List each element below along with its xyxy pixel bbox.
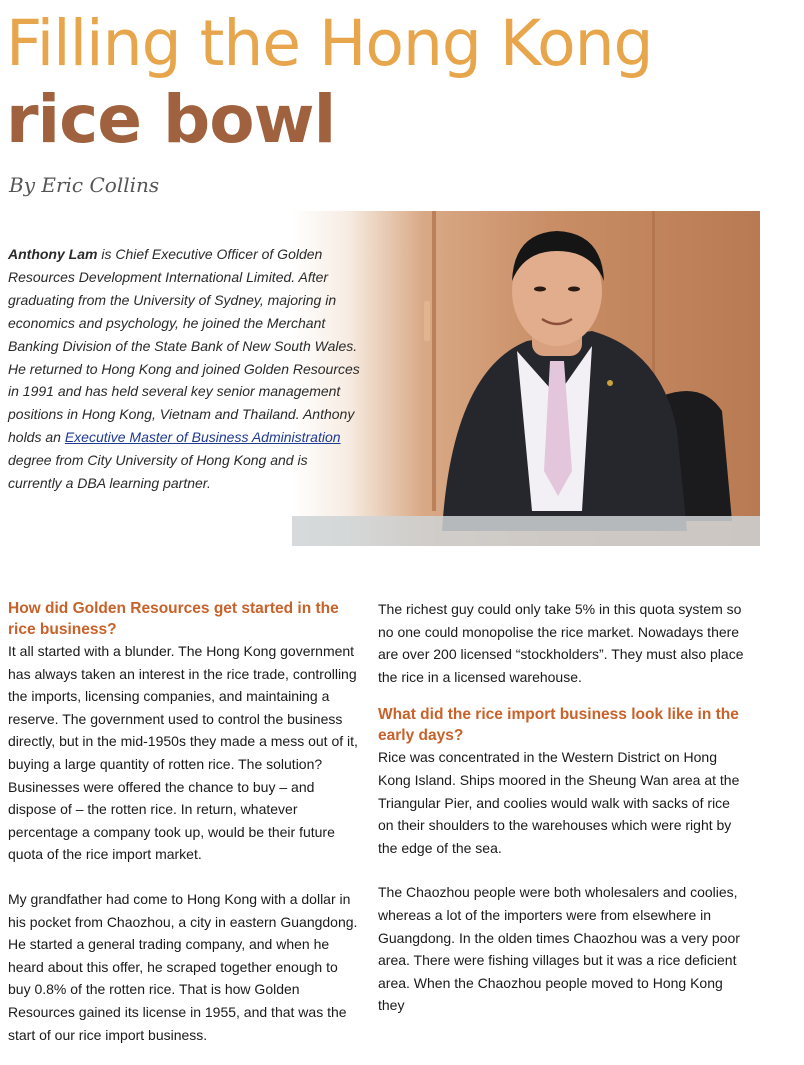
author-bio — [8, 243, 363, 495]
right-column — [378, 598, 748, 1017]
bio-text-end: degree from City University of Hong Kong and is currently a DBA learning partner. — [8, 452, 308, 492]
answer-paragraph: My grandfather had come to Hong Kong with a dollar in his pocket from Chaozhou, a city in eastern Guangdong. He started a general trading company, and when he heard about this offer, he scraped together enough to buy 0.8% of the rotten rice. That is how Golden Resources gained its license in 1955, and that was the start of our rice import business. — [8, 890, 358, 1043]
answer-paragraph: The richest guy could only take 5% in this quota system so no one could monopolise the rice market. Nowadays there are over 200 licensed “stockholders”. They must also place the rice in a licensed warehouse. — [378, 601, 744, 685]
question-heading: What did the rice import business look like in the early days? — [378, 706, 739, 745]
answer-paragraph: Rice was concentrated in the Western District on Hong Kong Island. Ships moored in the Sheung Wan area at the Triangular Pier, and coolies would walk with sacks of rice on their shoulders to the warehouses which were right by the edge of the sea. — [378, 749, 740, 856]
answer-paragraph: The Chaozhou people were both wholesalers and coolies, whereas a lot of the importers were from elsewhere in Guangdong. In the olden times Chaozhou was a very poor area. There were fishing villages but it was a rice deficient area. When the Chaozhou people moved to Hong Kong they — [378, 884, 740, 1014]
byline: By Eric Collins — [9, 173, 160, 197]
bio-text: is Chief Executive Officer of Golden Resources Development International Limited. After graduating from the University of Sydney, majoring in economics and psychology, he joined the Merchant Banking Division of the State Bank of New South Wales. He returned to Hong Kong and joined Golden Resources in 1991 and has held several key senior management positions in Hong Kong, Vietnam and Thailand. Anthony holds an — [8, 246, 360, 446]
emba-link[interactable]: Executive Master of Business Administration — [64, 429, 341, 446]
bio-name: Anthony Lam — [8, 246, 98, 262]
left-column — [8, 598, 363, 1046]
article-title-line1: Filling the Hong Kong — [6, 7, 653, 80]
question-heading: How did Golden Resources get started in the rice business? — [8, 600, 339, 638]
article-title-line2: rice bowl — [6, 81, 336, 158]
answer-paragraph: It all started with a blunder. The Hong Kong government has always taken an interest in the rice trade, controlling the imports, licensing companies, and maintaining a reserve. The government used to control the business directly, but in the mid-1950s they made a mess out of it, buying a large quantity of rotten rice. The solution? Businesses were offered the chance to buy – and dispose of – the rotten rice. In return, whatever percentage a company took up, would be their future quota of the rice import market. — [8, 643, 358, 863]
